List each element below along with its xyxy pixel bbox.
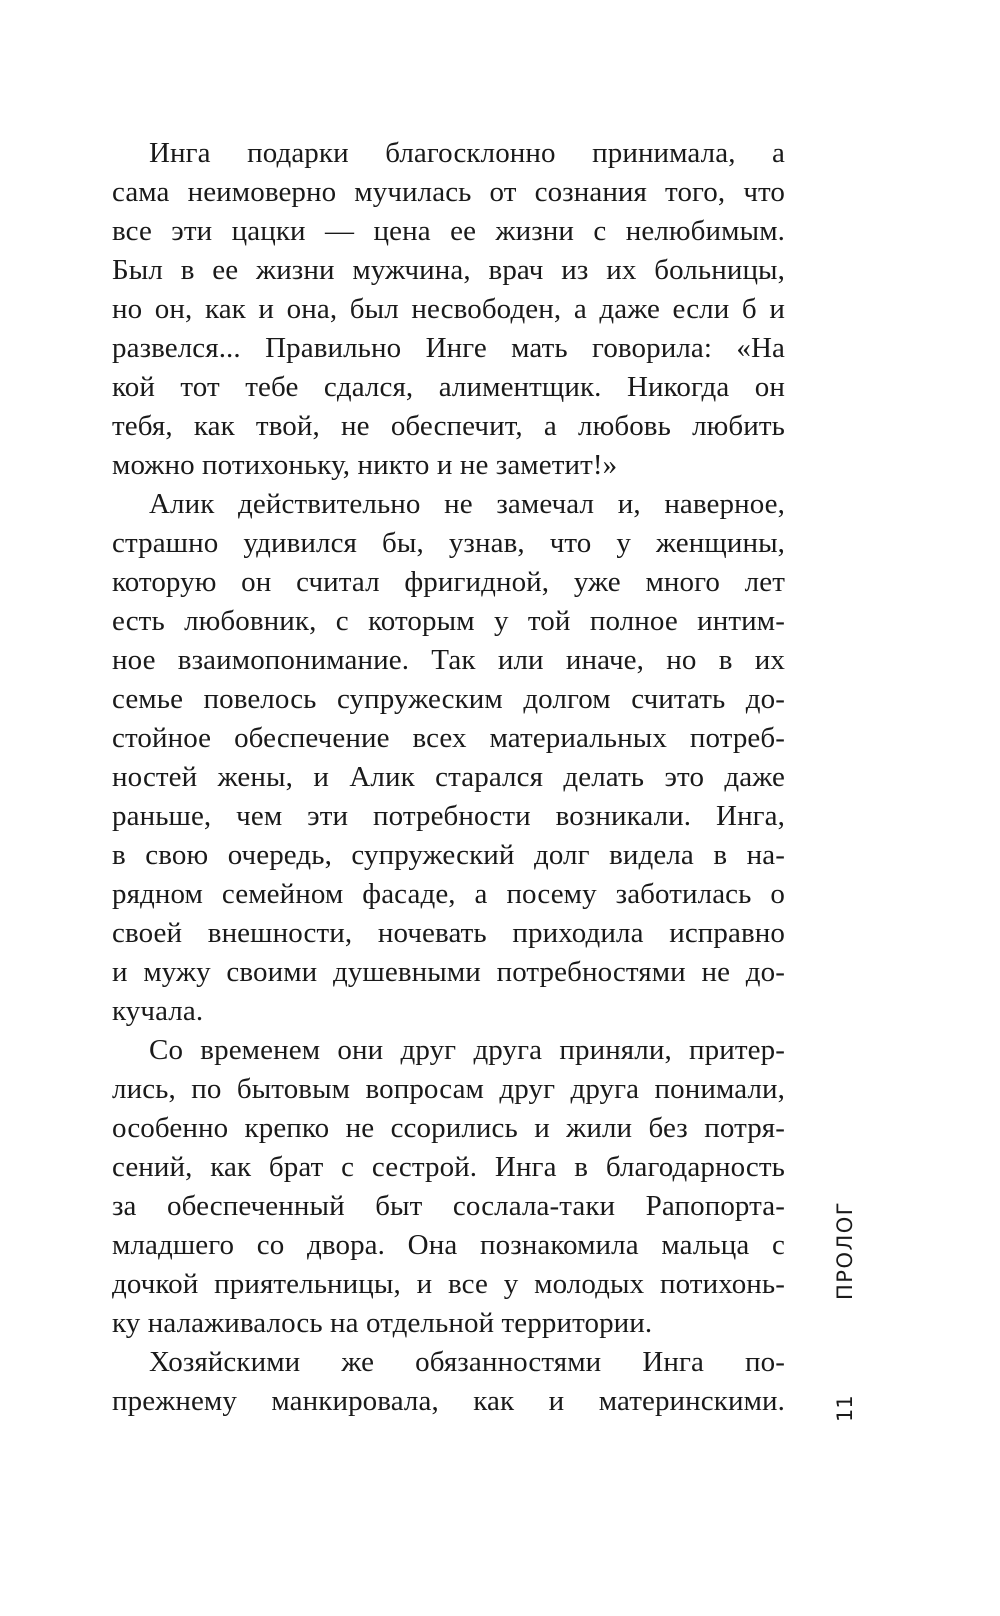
- text-line: за обеспеченный быт сослала-таки Рапопорта-: [112, 1190, 785, 1222]
- text-line: своей внешности, ночевать приходила исправно: [112, 917, 785, 949]
- text-line: можно потихоньку, никто и не заметит!»: [112, 449, 618, 481]
- text-line: прежнему манкировала, как и материнскими.: [112, 1385, 785, 1417]
- text-line: но он, как и она, был несвободен, а даже если б и: [112, 293, 785, 325]
- text-line: развелся... Правильно Инге мать говорила: «На: [112, 332, 785, 364]
- text-line: в свою очередь, супружеский долг видела в на-: [112, 839, 785, 871]
- text-line: страшно удивился бы, узнав, что у женщины,: [112, 527, 785, 559]
- text-line: младшего со двора. Она познакомила мальца с: [112, 1229, 785, 1261]
- text-line: кучала.: [112, 995, 204, 1027]
- text-line: Был в ее жизни мужчина, врач из их больницы,: [112, 254, 785, 286]
- text-line: все эти цацки — цена ее жизни с нелюбимым.: [112, 215, 785, 247]
- text-line: сений, как брат с сестрой. Инга в благодарность: [112, 1151, 785, 1183]
- text-line: которую он считал фригидной, уже много лет: [112, 566, 785, 598]
- text-line: раньше, чем эти потребности возникали. Инга,: [112, 800, 785, 832]
- text-line: особенно крепко не ссорились и жили без потря-: [112, 1112, 785, 1144]
- paragraph-2: [112, 485, 785, 1031]
- text-line: лись, по бытовым вопросам друг друга понимали,: [112, 1073, 785, 1105]
- running-head: [833, 1100, 857, 1300]
- paragraph-3: [112, 1031, 785, 1343]
- text-line: Алик действительно не замечал и, наверное,: [149, 488, 785, 520]
- text-line: есть любовник, с которым у той полное интим-: [112, 605, 785, 637]
- paragraph-1: [112, 134, 785, 485]
- body-text: [112, 134, 785, 1421]
- paragraph-4: [112, 1343, 785, 1421]
- text-line: и мужу своими душевными потребностями не до-: [112, 956, 785, 988]
- text-line: рядном семейном фасаде, а посему заботилась о: [112, 878, 785, 910]
- text-line: дочкой приятельницы, и все у молодых потихонь-: [112, 1268, 785, 1300]
- text-line: кой тот тебе сдался, алиментщик. Никогда он: [112, 371, 785, 403]
- text-line: ностей жены, и Алик старался делать это даже: [112, 761, 785, 793]
- running-head-title: ПРОЛОГ: [833, 1200, 857, 1300]
- text-line: Со временем они друг друга приняли, притер-: [149, 1034, 785, 1066]
- text-line: ное взаимопонимание. Так или иначе, но в их: [112, 644, 785, 676]
- text-line: стойное обеспечение всех материальных потреб-: [112, 722, 785, 754]
- text-line: Инга подарки благосклонно принимала, а: [149, 137, 785, 169]
- text-line: сама неимоверно мучилась от сознания того, что: [112, 176, 785, 208]
- text-line: Хозяйскими же обязанностями Инга по-: [149, 1346, 785, 1378]
- text-line: тебя, как твой, не обеспечит, а любовь любить: [112, 410, 785, 442]
- text-line: ку налаживалось на отдельной территории.: [112, 1307, 653, 1339]
- page-number: 11: [833, 1395, 857, 1422]
- text-line: семье повелось супружеским долгом считать до-: [112, 683, 785, 715]
